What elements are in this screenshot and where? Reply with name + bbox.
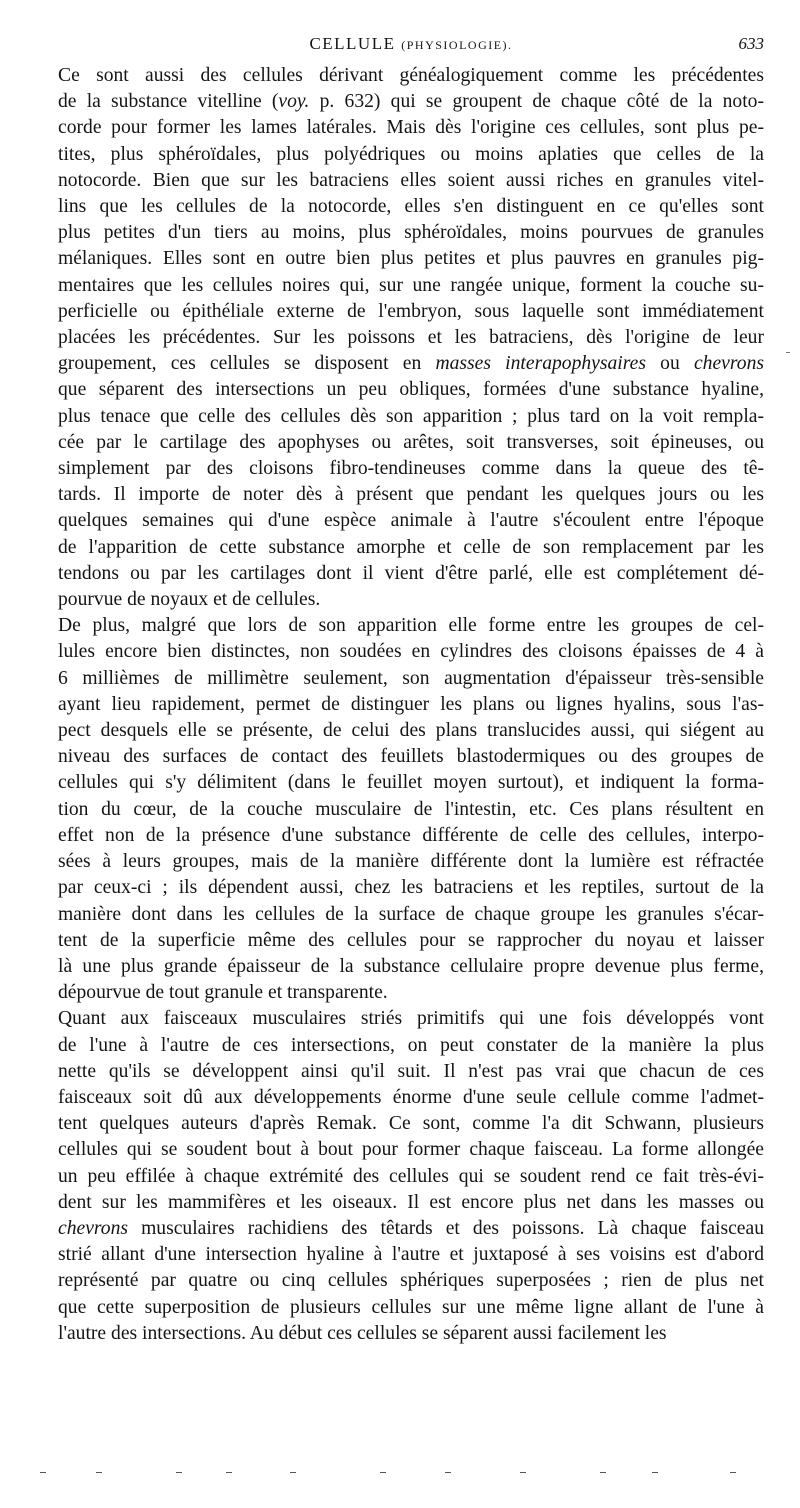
text-line: manière dont dans les cellules de la surface de chaque groupe les granules s'écar- [58, 903, 764, 925]
text-line: placées les précédentes. Sur les poissons et les batraciens, dès l'origine de leur [58, 327, 764, 349]
italic-phrase: chevrons [58, 1217, 129, 1239]
text-line: plus petites d'un tiers au moins, plus sphéroïdales, moins pourvues de granules [58, 222, 764, 244]
text-line: quelques semaines qui d'une espèce animale à l'autre s'écoulent entre l'époque [58, 510, 764, 532]
text-line: tards. Il importe de noter dès à présent que pendant les quelques jours ou les [58, 484, 764, 506]
text-line: cellules qui s'y délimitent (dans le feuillet moyen surtout), et indiquent la forma- [58, 772, 764, 794]
text-line: tent quelques auteurs d'après Remak. Ce sont, comme l'a dit Schwann, plusieurs [58, 1113, 764, 1135]
running-title [58, 30, 764, 59]
text-line: l'autre des intersections. Au début ces cellules se séparent aussi facilement les [58, 1322, 667, 1344]
running-title-sub: (PHYSIOLOGIE). [401, 38, 513, 52]
text-line: perficielle ou épithéliale externe de l'embryon, sous laquelle sont immédiatement [58, 300, 764, 322]
text-line: là une plus grande épaisseur de la substance cellulaire propre devenue plus ferme, [58, 955, 764, 977]
text-line: mentaires que les cellules noires qui, sur une rangée unique, forment la couche su- [58, 274, 764, 296]
text-line: par ceux-ci ; ils dépendent aussi, chez les batraciens et les reptiles, surtout de la [58, 877, 764, 899]
text-line: pourvue de noyaux et de cellules. [58, 589, 321, 611]
body-text [58, 63, 764, 1347]
text-line: Ce sont aussi des cellules dérivant généalogiquement comme les précédentes [58, 65, 764, 86]
margin-mark [786, 352, 790, 353]
paragraph [58, 613, 764, 1006]
text-line: dent sur les mammifères et les oiseaux. Il est encore plus net dans les masses ou [58, 1191, 764, 1213]
text-line: groupement, ces cellules se disposent en masses interapophysaires ou chevrons [58, 353, 764, 375]
text-line: de l'apparition de cette substance amorphe et celle de son remplacement par les [58, 536, 764, 558]
text-line: tendons ou par les cartilages dont il vient d'être parlé, elle est complétement dé- [58, 562, 764, 584]
text-line: nette qu'ils se développent ainsi qu'il suit. Il n'est pas vrai que chacun de ces [58, 1060, 764, 1082]
italic-phrase: chevrons [693, 353, 764, 375]
bottom-specks [40, 1468, 740, 1478]
text-line: lules encore bien distinctes, non soudées en cylindres des cloisons épaisses de 4 à [58, 641, 764, 663]
text-line: effet non de la présence d'une substance différente de celle des cellules, interpo- [58, 824, 764, 846]
text-line: faisceaux soit dû aux développements énorme d'une seule cellule comme l'admet- [58, 1086, 764, 1108]
text-line: strié allant d'une intersection hyaline à l'autre et juxtaposé à ses voisins est d'abord [58, 1244, 764, 1266]
italic-phrase: voy. [278, 91, 310, 113]
text-line: cellules qui se soudent bout à bout pour former chaque faisceau. La forme allongée [58, 1139, 764, 1161]
text-line: dépourvue de tout granule et transparente. [58, 982, 388, 1004]
text-line: mélaniques. Elles sont en outre bien plus petites et plus pauvres en granules pig- [58, 248, 764, 270]
text-line: plus tenace que celle des cellules dès son apparition ; plus tard on la voit rempla- [58, 405, 764, 427]
text-line: chevrons musculaires rachidiens des têtards et des poissons. Là chaque faisceau [58, 1217, 764, 1239]
text-line: Quant aux faisceaux musculaires striés primitifs qui une fois développés vont [58, 1008, 764, 1030]
text-line: simplement par des cloisons fibro-tendineuses comme dans la queue des tê- [58, 458, 764, 480]
text-line: que cette superposition de plusieurs cellules sur une même ligne allant de l'une à [58, 1296, 764, 1318]
text-line: tion du cœur, de la couche musculaire de l'intestin, etc. Ces plans résultent en [58, 798, 764, 820]
italic-phrase: masses interapophysaires [435, 353, 646, 375]
text-line: corde pour former les lames latérales. Mais dès l'origine ces cellules, sont plus pe- [58, 117, 764, 139]
text-line: cée par le cartilage des apophyses ou arêtes, soit transverses, soit épineuses, ou [58, 431, 764, 453]
running-head [58, 30, 764, 58]
text-line: 6 millièmes de millimètre seulement, son augmentation d'épaisseur très-sensible [58, 667, 764, 689]
text-line: de l'une à l'autre de ces intersections, on peut constater de la manière la plus [58, 1034, 764, 1056]
text-line: sées à leurs groupes, mais de la manière différente dont la lumière est réfractée [58, 851, 764, 873]
page-number: 633 [738, 34, 764, 53]
text-line: lins que les cellules de la notocorde, elles s'en distinguent en ce qu'elles sont [58, 196, 764, 218]
text-line: de la substance vitelline (voy. p. 632) qui se groupent de chaque côté de la noto- [58, 91, 764, 113]
text-line: pect desquels elle se présente, de celui des plans translucides aussi, qui siégent au [58, 720, 764, 742]
text-line: niveau des surfaces de contact des feuillets blastodermiques ou des groupes de [58, 746, 764, 768]
paragraph [58, 63, 764, 613]
running-title-main: CELLULE [309, 34, 396, 53]
text-line: tites, plus sphéroïdales, plus polyédriques ou moins aplaties que celles de la [58, 143, 764, 165]
text-line: représenté par quatre ou cinq cellules sphériques superposées ; rien de plus net [58, 1270, 764, 1292]
text-line: notocorde. Bien que sur les batraciens elles soient aussi riches en granules vitel- [58, 169, 764, 191]
paragraph [58, 1006, 764, 1347]
text-line: un peu effilée à chaque extrémité des cellules qui se soudent rend ce fait très-évi- [58, 1165, 764, 1187]
text-line: ayant lieu rapidement, permet de distinguer les plans ou lignes hyalins, sous l'as- [58, 693, 764, 715]
text-line: que séparent des intersections un peu obliques, formées d'une substance hyaline, [58, 379, 764, 401]
text-line: De plus, malgré que lors de son apparition elle forme entre les groupes de cel- [58, 615, 764, 637]
text-line: tent de la superficie même des cellules pour se rapprocher du noyau et laisser [58, 929, 764, 951]
